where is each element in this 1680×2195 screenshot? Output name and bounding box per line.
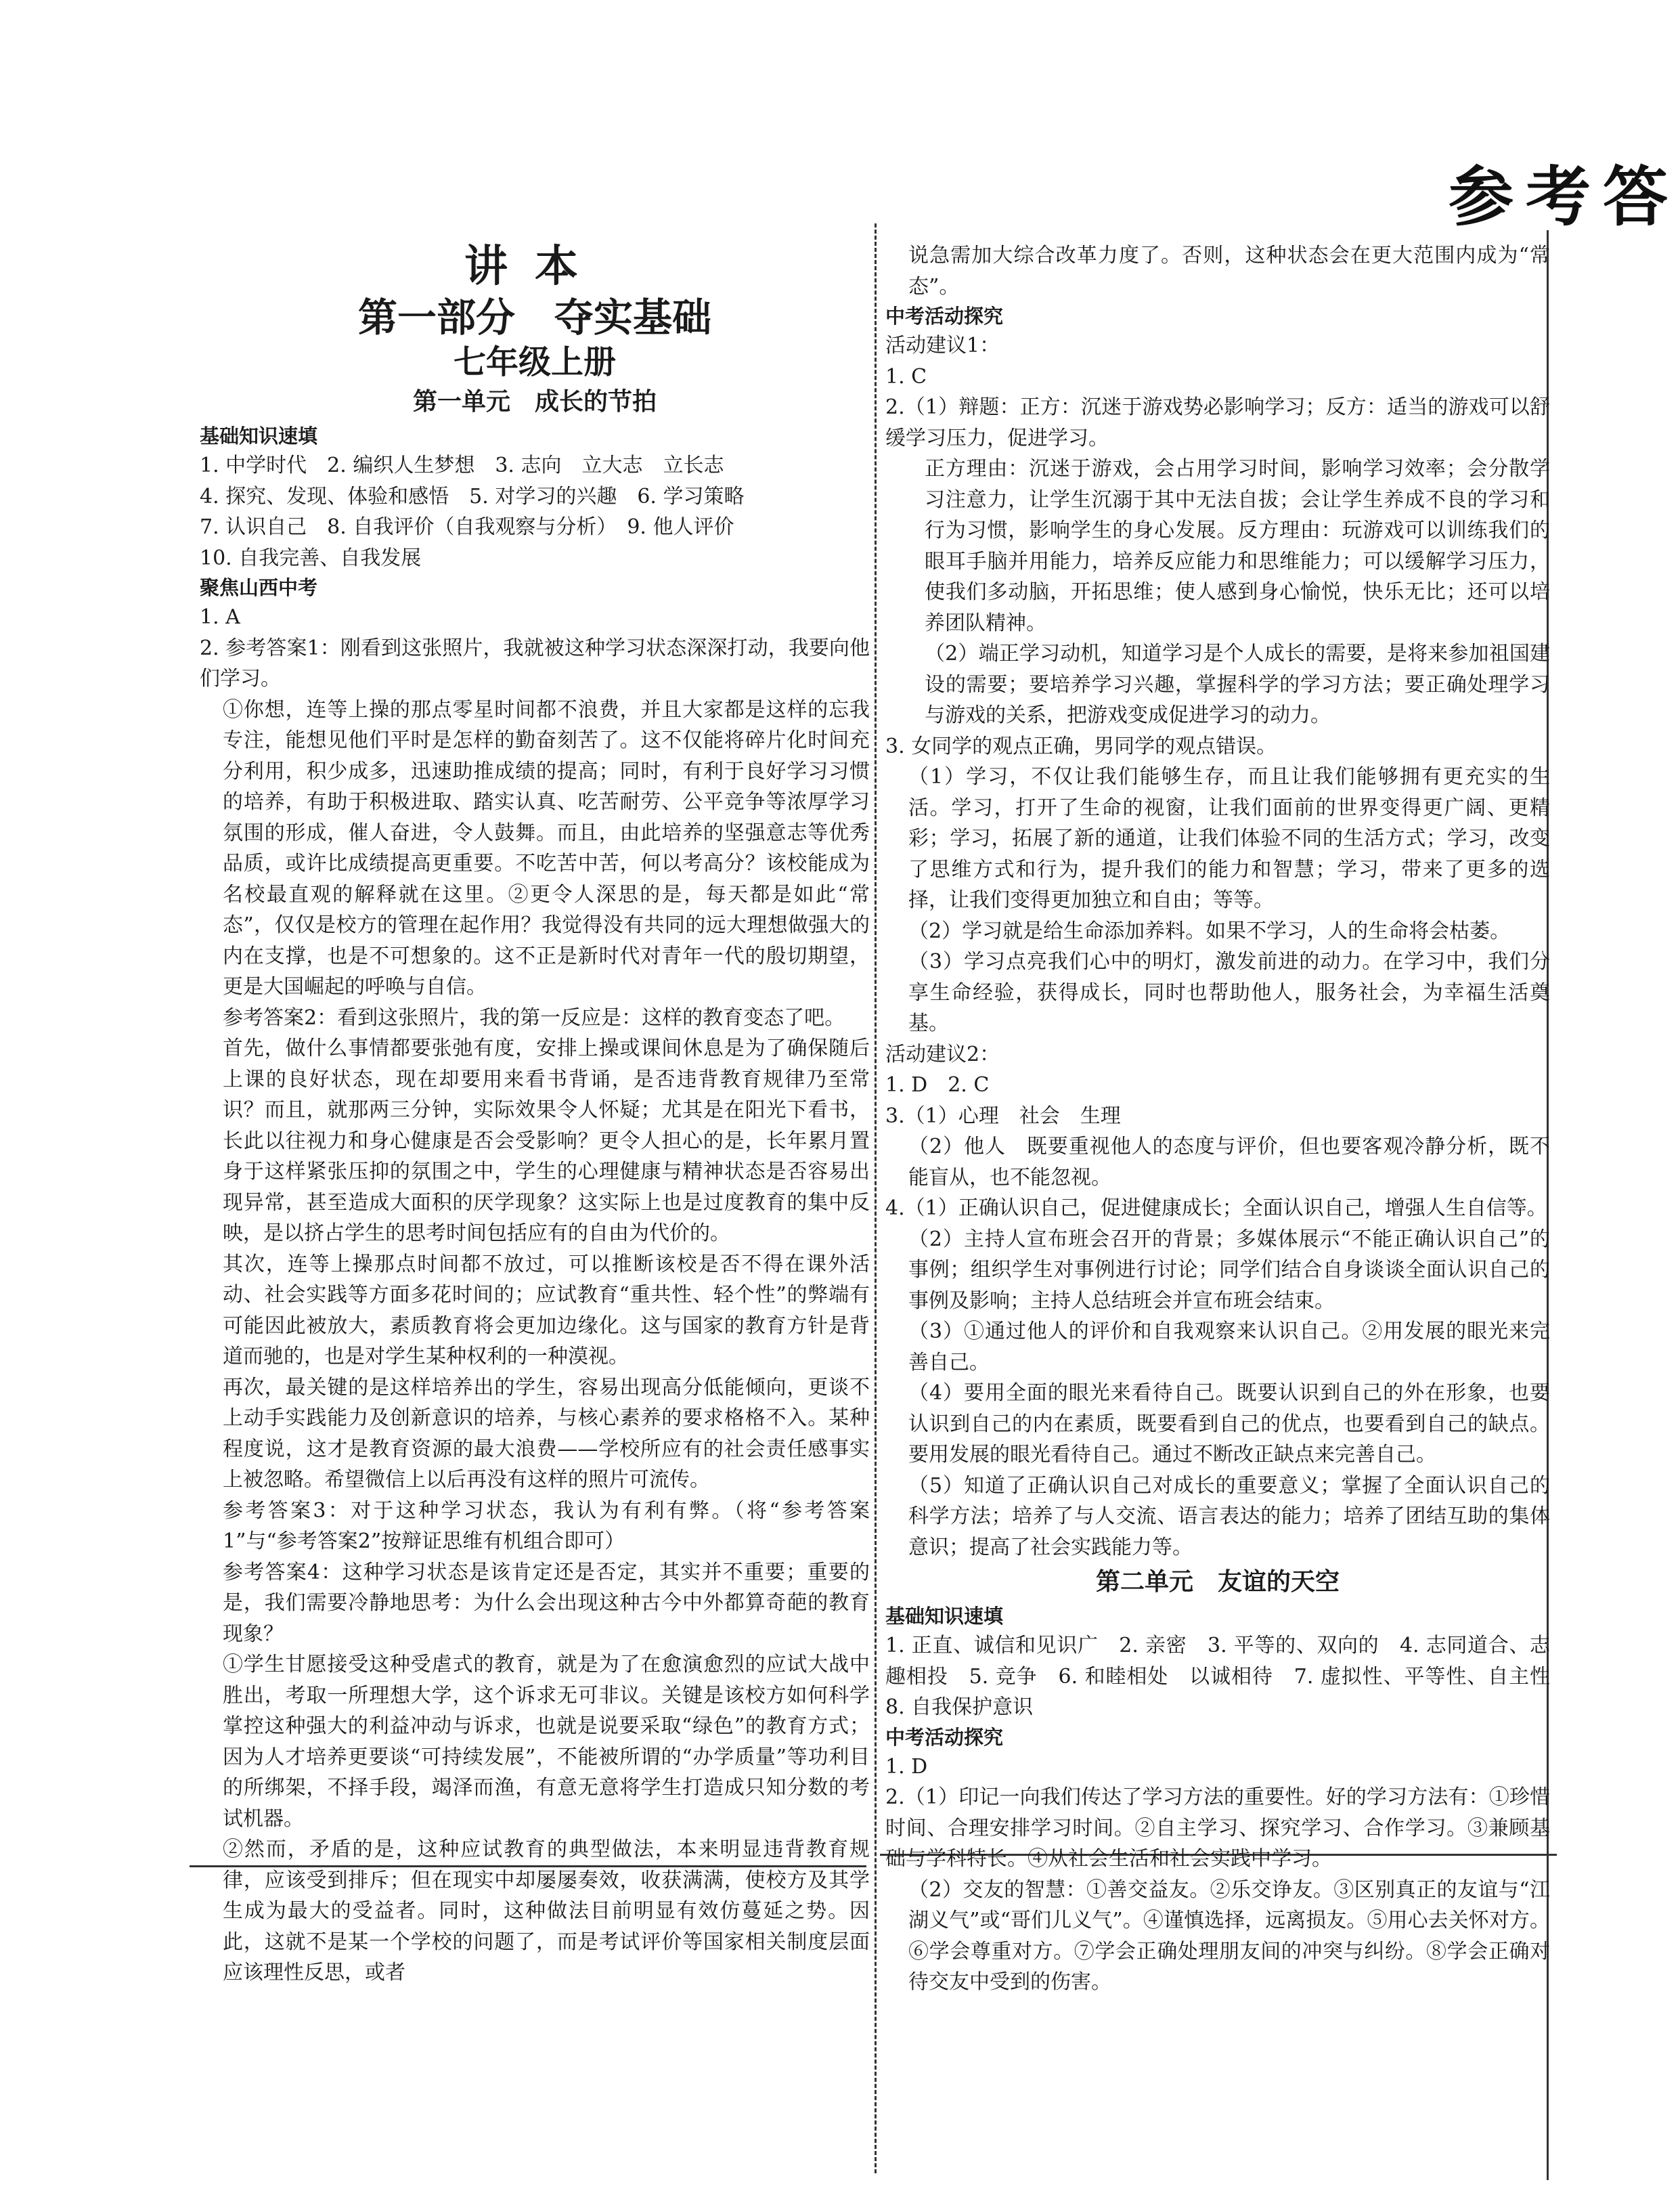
page-corner-title: 参考答: [1449, 158, 1680, 235]
answer-paragraph: （5）知道了正确认识自己对成长的重要意义；掌握了全面认识自己的科学方法；培养了与人交流、语言表达的能力；培养了团结互助的集体意识；提高了社会实践能力等。: [908, 1473, 1550, 1559]
answer-paragraph: 2.（1）印记一向我们传达了学习方法的重要性。好的学习方法有：①珍惜时间、合理安排学习时间。②自主学习、探究学习、合作学习。③兼顾基础与学科特长。④从社会生活和社会实践中学习。: [885, 1785, 1550, 1871]
answer-paragraph: 2. 参考答案1：刚看到这张照片，我就被这种学习状态深深打动，我要向他们学习。: [200, 636, 870, 691]
answer-paragraph: （4）要用全面的眼光来看待自己。既要认识到自己的外在形象，也要认识到自己的内在素质，既要看到自己的优点，也要看到自己的缺点。要用发展的眼光看待自己。通过不断改正缺点来完善自己。: [908, 1381, 1550, 1466]
right-column: [885, 240, 1570, 1998]
answer-paragraph: 4. 探究、发现、体验和感悟 5. 对学习的兴趣 6. 学习策略: [200, 484, 745, 508]
section-heading: 中考活动探究: [885, 305, 1004, 328]
answer-paragraph: （1）学习，不仅让我们能够生存，而且让我们能够拥有更充实的生活。学习，打开了生命的视窗，让我们面前的世界变得更广阔、更精彩；学习，拓展了新的通道，让我们体验不同的生活方式；学习，改变了思维方式和行为，提升我们的能力和智慧；学习，带来了更多的选择，让我们变得更加独立和自由；等等。: [908, 765, 1550, 912]
answer-paragraph: （2）他人 既要重视他人的态度与评价，但也要客观冷静分析，既不能盲从，也不能忽视。: [908, 1135, 1550, 1190]
answer-paragraph: （2）主持人宣布班会召开的背景；多媒体展示“不能正确认识自己”的事例；组织学生对事例进行讨论；同学们结合自身谈谈全面认识自己的事例及影响；主持人总结班会并宣布班会结束。: [908, 1227, 1550, 1313]
answer-paragraph: 7. 认识自己 8. 自我评价（自我观察与分析） 9. 他人评价: [200, 515, 734, 539]
answer-paragraph: （2）学习就是给生命添加养料。如果不学习，人的生命将会枯萎。: [908, 919, 1511, 943]
answer-paragraph: ②然而，矛盾的是，这种应试教育的典型做法，本来明显违背教育规律，应该受到排斥；但在现实中却屡屡奏效，收获满满，使校方及其学生成为最大的受益者。同时，这种做法目前明显有效仿蔓延之势。因此，这就不是某一个学校的问题了，而是考试评价等国家相关制度层面应该理性反思，或者: [223, 1838, 870, 1984]
right-body: [885, 240, 1570, 1998]
answer-paragraph: 其次，连等上操那点时间都不放过，可以推断该校是否不得在课外活动、社会实践等方面多花时间的；应试教育“重共性、轻个性”的弊端有可能因此被放大，素质教育将会更加边缘化。这与国家的教育方针是背道而驰的，也是对学生某种权利的一种漠视。: [223, 1252, 870, 1368]
left-column: [200, 240, 870, 1988]
book-title: 讲本: [464, 242, 605, 292]
grade-title: 七年级上册: [453, 343, 616, 381]
answer-paragraph: 正方理由：沉迷于游戏，会占用学习时间，影响学习效率；会分散学习注意力，让学生沉溺于其中无法自拔；会让学生养成不良的学习和行为习惯，影响学生的身心发展。反方理由：玩游戏可以训练我们的眼耳手脑并用能力，培养反应能力和思维能力；可以缓解学习压力，使我们多动脑，开拓思维；使人感到身心愉悦，快乐无比；还可以培养团队精神。: [925, 457, 1550, 635]
answer-paragraph: 3.（1）心理 社会 生理: [885, 1104, 1121, 1128]
column-divider: [875, 223, 877, 2173]
answer-paragraph: （2）交友的智慧：①善交益友。②乐交诤友。③区别真正的友谊与“江湖义气”或“哥们儿义气”。④谨慎选择，远离损友。⑤用心去关怀对方。⑥学会尊重对方。⑦学会正确处理朋友间的冲突与纠纷。⑧学会正确对待交友中受到的伤害。: [908, 1877, 1550, 1994]
answer-paragraph: （2）端正学习动机，知道学习是个人成长的需要，是将来参加祖国建设的需要；要培养学习兴趣，掌握科学的学习方法；要正确处理学习与游戏的关系，把游戏变成促进学习的动力。: [925, 642, 1550, 727]
answer-paragraph: （3）①通过他人的评价和自我观察来认识自己。②用发展的眼光来完善自己。: [908, 1320, 1550, 1374]
answer-paragraph: 活动建议1：: [885, 334, 1000, 357]
answer-paragraph: 1. C: [885, 364, 927, 389]
answer-paragraph: ①学生甘愿接受这种受虐式的教育，就是为了在愈演愈烈的应试大战中胜出，考取一所理想大学，这个诉求无可非议。关键是该校方如何科学掌控这种强大的利益冲动与诉求，也就是说要采取“绿色”的教育方式；因为人才培养更要谈“可持续发展”，不能被所谓的“办学质量”等功利目的所绑架，不择手段，竭泽而渔，有意无意将学生打造成只知分数的考试机器。: [223, 1653, 870, 1831]
answer-paragraph: 活动建议2：: [885, 1042, 1000, 1066]
answer-paragraph: 1. 中学时代 2. 编织人生梦想 3. 志向 立大志 立长志: [200, 454, 724, 477]
answer-paragraph: 1. 正直、诚信和见识广 2. 亲密 3. 平等的、双向的 4. 志同道合、志趣相投 5. 竞争 6. 和睦相处 以诚相待 7. 虚拟性、平等性、自主性 8. 自我保护意识: [885, 1634, 1570, 1719]
section-heading: 第一单元 成长的节拍: [412, 388, 657, 416]
answer-paragraph: 参考答案2：看到这张照片，我的第一反应是：这样的教育变态了吧。: [223, 1005, 845, 1030]
section-heading: 第二单元 友谊的天空: [1095, 1568, 1340, 1596]
answer-paragraph: 2.（1）辩题：正方：沉迷于游戏势必影响学习；反方：适当的游戏可以舒缓学习压力，促进学习。: [885, 395, 1550, 450]
answer-paragraph: 3. 女同学的观点正确，男同学的观点错误。: [885, 734, 1277, 758]
answer-paragraph: 说急需加大综合改革力度了。否则，这种状态会在更大范围内成为“常态”。: [908, 244, 1550, 299]
answer-paragraph: 再次，最关键的是这样培养出的学生，容易出现高分低能倾向，更谈不上动手实践能力及创新意识的培养，与核心素养的要求格格不入。某种程度说，这才是教育资源的最大浪费——学校所应有的社会责任感事实上被忽略。希望微信上以后再没有这样的照片可流传。: [223, 1375, 870, 1492]
answer-paragraph: 1. D 2. C: [885, 1073, 990, 1097]
answer-paragraph: 参考答案3：对于这种学习状态，我认为有利有弊。（将“参考答案1”与“参考答案2”按辩证思维有机组合即可）: [223, 1498, 870, 1553]
section-heading: 基础知识速填: [200, 425, 318, 448]
part-title: 第一部分 夺实基础: [357, 295, 711, 341]
answer-paragraph: 1. D: [885, 1754, 928, 1779]
answer-paragraph: 4.（1）正确认识自己，促进健康成长；全面认识自己，增强人生自信等。: [885, 1196, 1547, 1220]
answer-paragraph: 1. A: [200, 605, 240, 629]
answer-paragraph: 参考答案4：这种学习状态是该肯定还是否定，其实并不重要；重要的是，我们需要冷静地思考：为什么会出现这种古今中外都算奇葩的教育现象？: [223, 1560, 870, 1646]
answer-paragraph: ①你想，连等上操的那点零星时间都不浪费，并且大家都是这样的忘我专注，能想见他们平时是怎样的勤奋刻苦了。这不仅能将碎片化时间充分利用，积少成多，迅速助推成绩的提高；同时，有利于良好学习习惯的培养，有助于积极进取、踏实认真、吃苦耐劳、公平竞争等浓厚学习氛围的形成，催人奋进，令人鼓舞。而且，由此培养的坚强意志等优秀品质，或许比成绩提高更重要。不吃苦中苦，何以考高分？该校能成为名校最直观的解释就在这里。②更令人深思的是，每天都是如此“常态”，仅仅是校方的管理在起作用？我觉得没有共同的远大理想做强大的内在支撑，也是不可想象的。这不正是新时代对青年一代的殷切期望，更是大国崛起的呼唤与自信。: [223, 697, 870, 999]
answer-paragraph: （3）学习点亮我们心中的明灯，激发前进的动力。在学习中，我们分享生命经验，获得成长，同时也帮助他人，服务社会，为幸福生活奠基。: [908, 950, 1550, 1035]
answer-paragraph: 10. 自我完善、自我发展: [200, 546, 422, 570]
section-heading: 中考活动探究: [885, 1725, 1004, 1749]
answer-paragraph: 首先，做什么事情都要张弛有度，安排上操或课间休息是为了确保随后上课的良好状态，现在却要用来看书背诵，是否违背教育规律乃至常识？而且，就那两三分钟，实际效果令人怀疑；尤其是在阳光下看书，长此以往视力和身心健康是否会受影响？更令人担心的是，长年累月置身于这样紧张压抑的氛围之中，学生的心理健康与精神状态是否容易出现异常，甚至造成大面积的厌学现象？这实际上也是过度教育的集中反映，是以挤占学生的思考时间包括应有的自由为代价的。: [223, 1037, 870, 1245]
left-body: [200, 383, 870, 1988]
section-heading: 聚焦山西中考: [200, 576, 318, 599]
section-heading: 基础知识速填: [885, 1605, 1004, 1628]
